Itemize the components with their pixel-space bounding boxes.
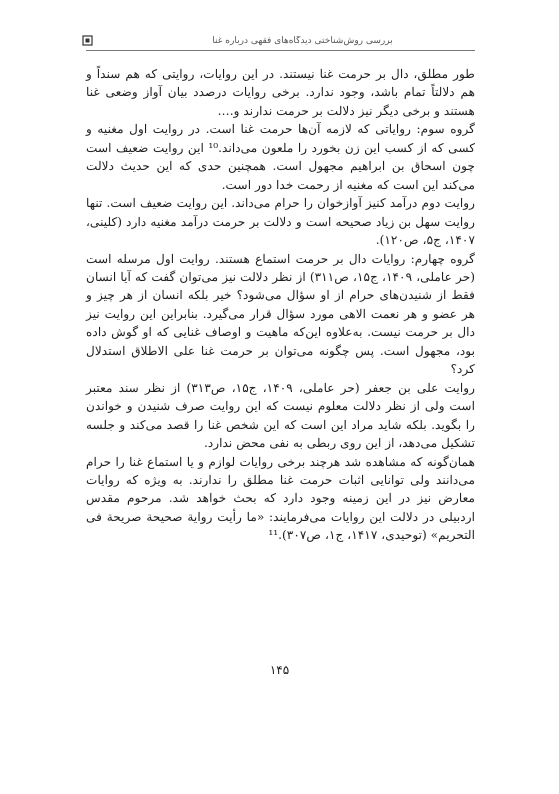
decorative-diamond-icon (81, 34, 93, 47)
paragraph: روایت علی بن جعفر (حر عاملی، ۱۴۰۹، ج۱۵، ص۳۱۳) از نظر سند معتبر است ولی از نظر دلالت معلوم نیست که این روایت صرف شنیدن و خواندن را بگوید. بلکه شاید مراد این است که این شخص غنا را قصد می‌کند و جلسه تشکیل می‌دهد، از این روی ربطی به نفی محض ندارد. (86, 380, 475, 451)
paragraph: همان‌گونه که مشاهده شد هرچند برخی روایات لوازم و یا استماع غنا را حرام می‌دانند ولی توانایی اثبات حرمت غنا مطلق را ندارند. به ویژه که روایات معارض نیز در این زمینه وجود دارد که بحث خواهد شد. مرحوم مقدس اردبیلی در دلالت این روایات می‌فرمایند: «ما رأیت روایة صحیحة صریحة فی التحریم» (توحیدی، ۱۴۱۷، ج۱، ص۳۰۷).¹¹ (86, 454, 475, 543)
running-head: بررسی روش‌شناختی دیدگاه‌های فقهی درباره غنا (212, 36, 393, 46)
paragraph: گروه سوم: روایاتی که لازمه آن‌ها حرمت غنا است. در روایت اول مغنیه و کسی که از کسب این زن بخورد را ملعون می‌داند.¹⁰ این روایت ضعیف است چون اسحاق بن ابراهیم مجهول است. همچنین حدی که این حدیث دلالت می‌کند این است که مغنیه از رحمت خدا دور است. (86, 122, 476, 192)
header-divider (86, 50, 475, 51)
page-number: ۱۴۵ (269, 663, 290, 677)
body-text (86, 65, 475, 545)
paragraph: روایت دوم درآمد کنیز آوازخوان را حرام می‌داند. این روایت ضعیف است. تنها روایت سهل بن زیاد صحیحه است و دلالت بر حرمت درآمد مغنیه دارد (کلینی، ۱۴۰۷، ج۵، ص۱۲۰). (86, 196, 475, 248)
paragraph: طور مطلق، دال بر حرمت غنا نیستند. در این روایات، روایتی که هم سنداً و هم دلالتاً تمام باشد، وجود ندارد. برخی روایات درصدد بیان آواز وضعی غنا هستند و برخی دیگر نیز دلالت بر حرمت ندارند و…. (86, 67, 475, 118)
paragraph: گروه چهارم: روایات دال بر حرمت استماع هستند. روایت اول مرسله است (حر عاملی، ۱۴۰۹، ج۱۵، ص۳۱۱) از نظر دلالت نیز می‌توان گفت که آیا انسان فقط از شنیدن‌های حرام از او سؤال می‌شود؟ خیر بلکه انسان از هر چیز و هر عضو و هر نعمت الاهی مورد سؤال قرار می‌گیرد. بنابراین این روایت نیز دال بر حرمت نیست. به‌علاوه این‌که ماهیت و اوصاف غنایی که او گوش داده بود، مجهول است. پس چگونه می‌توان بر حرمت غنا علی الاطلاق استدلال کرد؟ (86, 251, 475, 377)
